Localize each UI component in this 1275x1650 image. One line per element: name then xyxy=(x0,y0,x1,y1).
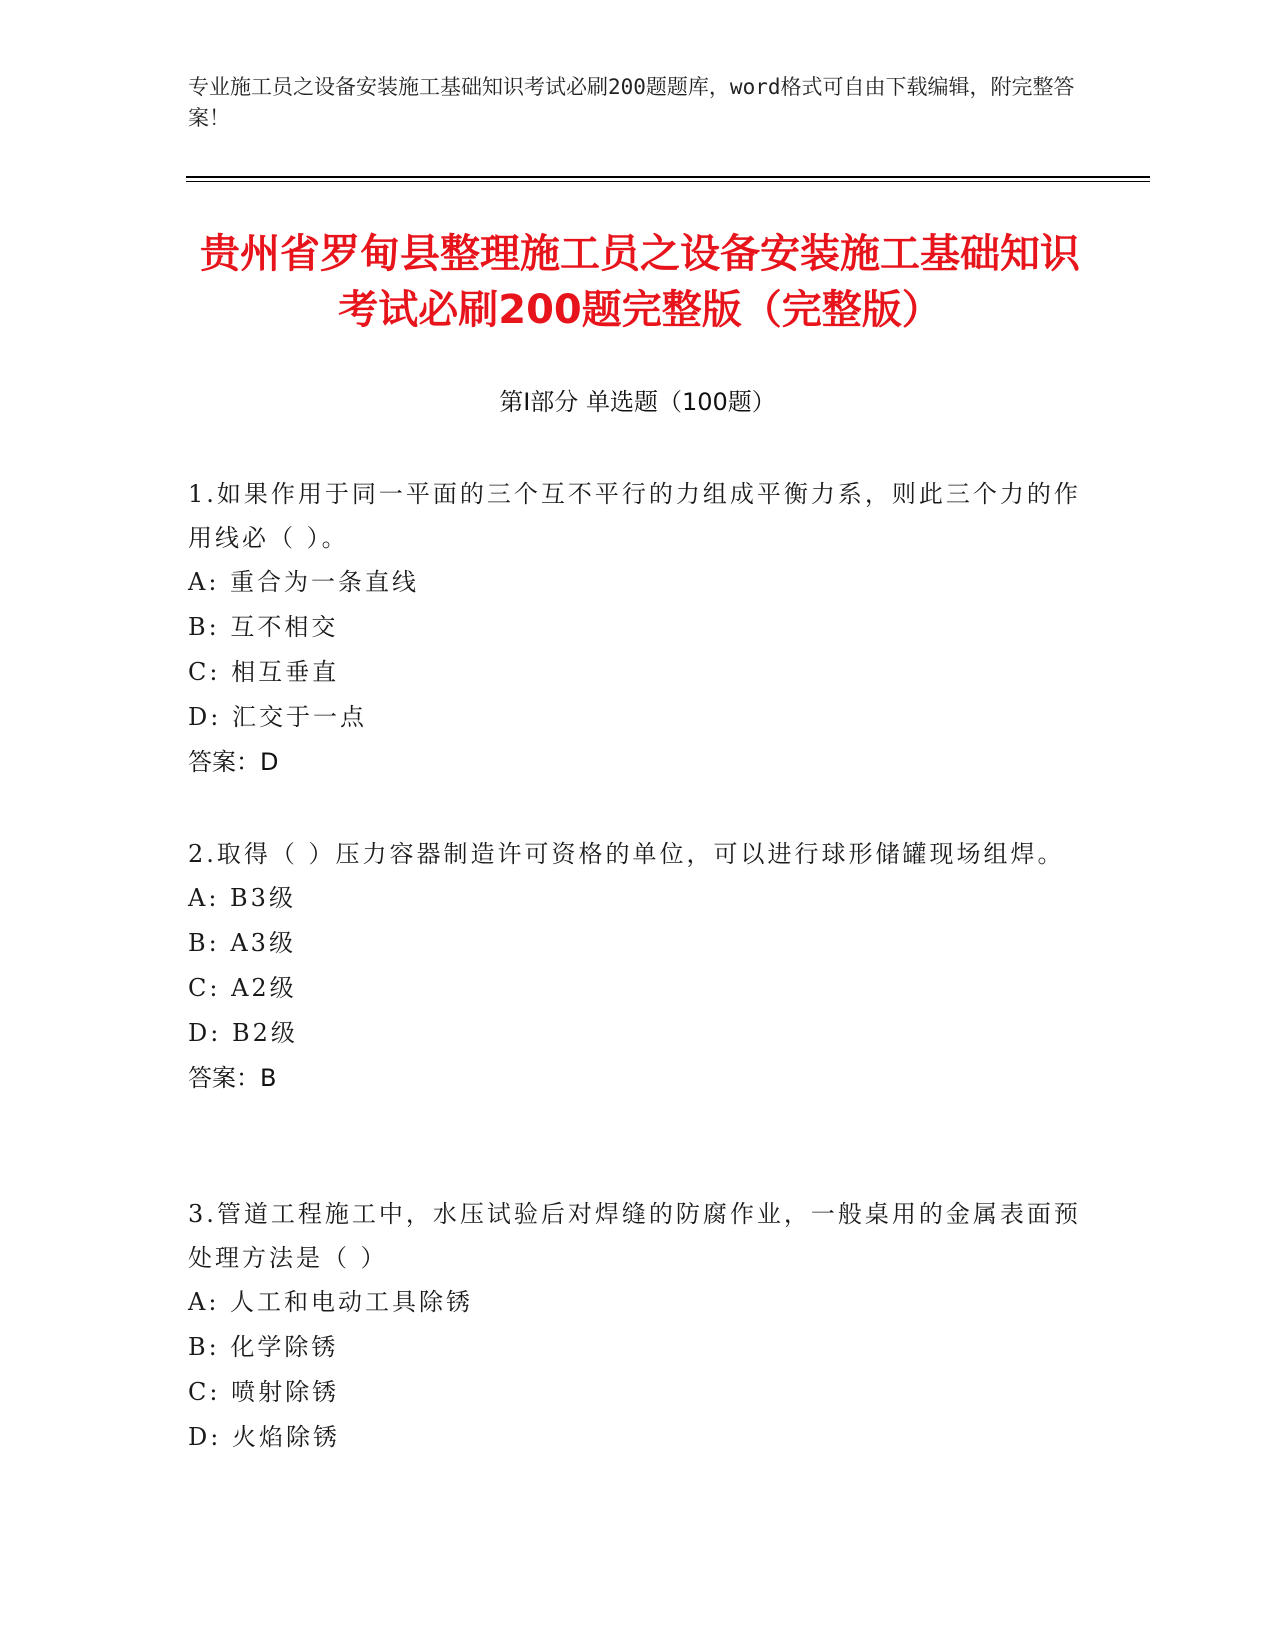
answer-line: 答案：D xyxy=(188,748,279,776)
option-d: D: B2级 xyxy=(188,1019,298,1047)
section-heading: 第I部分 单选题（100题） xyxy=(499,388,776,416)
question-2 xyxy=(188,832,1088,1101)
question-1 xyxy=(188,472,1088,785)
option-d: D: 汇交于一点 xyxy=(188,703,367,731)
option-c: C: 相互垂直 xyxy=(188,658,340,686)
header-note: 专业施工员之设备安装施工基础知识考试必刷200题题库，word格式可自由下载编辑，附完整答案！ xyxy=(188,75,1075,130)
question-stem: 3.管道工程施工中，水压试验后对焊缝的防腐作业，一般桌用的金属表面预处理方法是（ ） xyxy=(188,1200,1081,1272)
header-divider-thick xyxy=(186,176,1150,178)
option-b: B: A3级 xyxy=(188,929,296,957)
option-a: A: 人工和电动工具除锈 xyxy=(188,1288,474,1316)
header-divider-thin xyxy=(186,181,1150,182)
option-d: D: 火焰除锈 xyxy=(188,1423,340,1451)
option-a: A: 重合为一条直线 xyxy=(188,568,420,596)
option-c: C: 喷射除锈 xyxy=(188,1378,340,1406)
option-b: B: 化学除锈 xyxy=(188,1333,339,1361)
document-title: 贵州省罗甸县整理施工员之设备安装施工基础知识考试必刷200题完整版（完整版） xyxy=(200,231,1080,333)
option-c: C: A2级 xyxy=(188,974,297,1002)
option-a: A: B3级 xyxy=(188,884,296,912)
question-stem: 2.取得（ ）压力容器制造许可资格的单位，可以进行球形储罐现场组焊。 xyxy=(188,840,1065,868)
question-stem: 1.如果作用于同一平面的三个互不平行的力组成平衡力系，则此三个力的作用线必（ ）。 xyxy=(188,480,1081,552)
question-3 xyxy=(188,1192,1088,1460)
answer-line: 答案：B xyxy=(188,1064,277,1092)
option-b: B: 互不相交 xyxy=(188,613,339,641)
